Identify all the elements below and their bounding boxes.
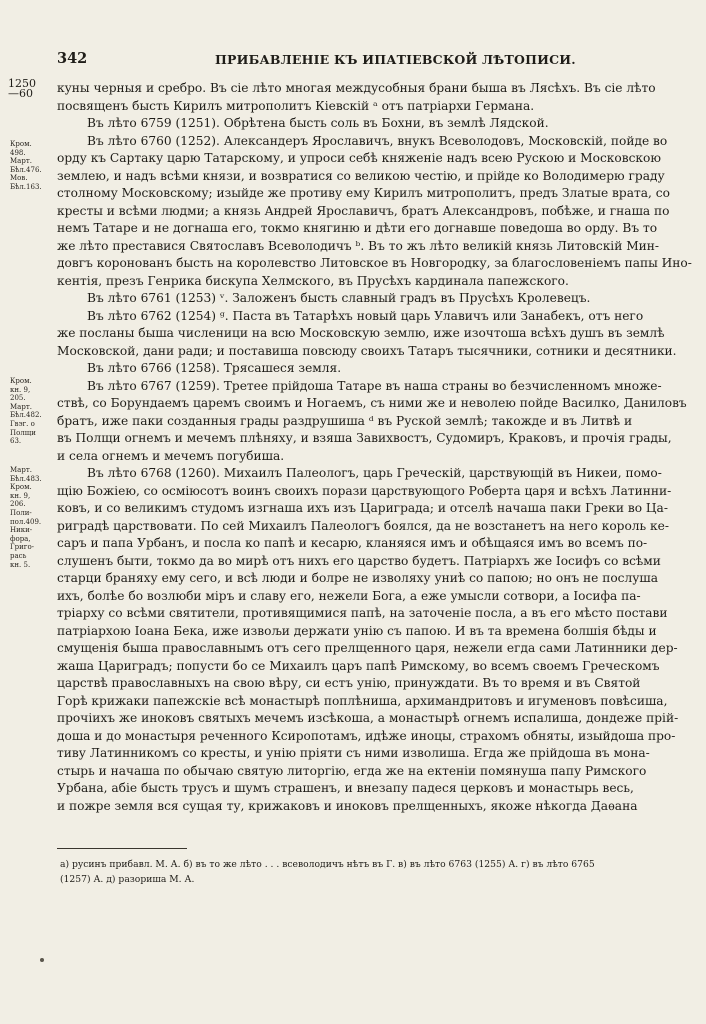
text-line: риградѣ царствовати. По сей Михаилъ Палеологъ боялся, да не возстанетъ на него король ке-: [57, 518, 670, 533]
text-line: довгъ коронованъ бысть на королевство Литовское въ Новгородку, за благословеніемъ папы Ино-: [57, 256, 692, 270]
text-line-content: куны черныя и сребро. Въ сіе лѣто многая междусобныя брани быша въ Лясѣхъ. Въ сіе лѣто: [57, 81, 656, 95]
text-line: орду къ Сартаку царю Татарскому, и упроси себѣ княженіе надъ всею Рускою и Московскою: [57, 151, 661, 165]
text-line: Въ лѣто 6759 (1251). Обрѣтена бысть соль въ Бохни, въ землѣ Лядской.: [87, 116, 549, 130]
text-line: Въ лѣто 6760 (1252). Александеръ Ярославичъ, внукъ Всеволодовъ, Московскій, пойде во: [87, 133, 668, 148]
page-number: 342: [57, 50, 88, 67]
page-header: [0, 50, 706, 74]
text-line: саръ и папа Урбанъ, и посла ко папѣ и кесарю, кланяяся имъ и обѣщаяся имъ во всемъ по-: [57, 536, 648, 550]
text-line: Въ лѣто 6762 (1254) ᵍ. Паста въ Татарѣхъ новый царь Улавичъ или Занабекъ, отъ него: [87, 308, 644, 323]
text-line: Московской, дани ради; и поставиша повсюду своихъ Татаръ тысячники, сотники и десятники.: [57, 343, 677, 358]
text-line: Въ лѣто 6761 (1253) ᵛ. Заложенъ бысть славный градъ въ Прусѣхъ Кролевецъ.: [87, 291, 591, 305]
scan-speck: [40, 958, 44, 962]
text-line: ствѣ, со Борундаемъ царемъ своимъ и Ногаемъ, съ ними же и неволею пойде Василко, Даниловъ: [57, 396, 687, 410]
text-line: смущенія быша православнымъ отъ сего прелщенного царя, нежели егда сами Латинники дер-: [57, 641, 678, 655]
text-line: Въ лѣто 6767 (1259). Третее прійдоша Татаре въ наша страны во безчисленномъ множе-: [87, 378, 662, 393]
text-line: и пожре земля вся сущая ту, крижаковъ и иноковъ прелщенныхъ, якоже нѣкогда Даѳана: [57, 798, 638, 813]
text-line: кентія, презъ Генрика бискупа Хелмского, въ Прусѣхъ кардинала папежского.: [57, 273, 569, 288]
margin-note: Кром. кн. 9, 205. Март. Бѣл.482. Гвэг. о Полщи 63.: [10, 377, 42, 446]
text-line: кресты и всѣми людми; а князь Андрей Ярославичъ, братъ Александровъ, побѣже, и гнаша по: [57, 203, 670, 218]
text-line: Урбана, абіе бысть трусъ и шумъ страшенъ, и внезапу падеся церковъ и монастырь весь,: [57, 781, 634, 795]
text-line: царствѣ православныхъ на свою вѣру, си естъ унію, принуждати. Въ то время и въ Святой: [57, 676, 641, 690]
text-line: ковъ, и со великимъ студомъ изгнаша ихъ изъ Цариграда; и отселѣ начаша паки Греки во Ца-: [57, 501, 668, 515]
text-line: Горѣ крижаки папежскіе всѣ монастырѣ поплѣниша, архимандритовъ и игуменовъ повѣсиша,: [57, 693, 668, 708]
text-line: патріархою Іоана Бека, иже извољи держати унію съ папою. И въ та времена болшія бѣды и: [57, 623, 657, 638]
margin-note: Кром. 498. Март. Бѣл.476. Мов. Бѣл.163.: [10, 140, 42, 191]
text-line: тріарху со всѣми святители, противящимися папѣ, на заточеніе посла, а въ его мѣсто постави: [57, 606, 668, 620]
text-line: немъ Татаре и не догнаша его, токмо княгиню и дѣти его догнавше поведоша во орду. Въ то: [57, 221, 658, 235]
text-line: Въ лѣто 6766 (1258). Трясашеся земля.: [87, 361, 342, 375]
text-line: же посланы быша численици на всю Московскую землю, иже изочтоша всѣхъ душъ въ землѣ: [57, 326, 665, 340]
text-line: и села огнемъ и мечемъ погубиша.: [57, 448, 285, 463]
text-line: же лѣто преставися Святославъ Всеволодичъ ᵇ. Въ то жъ лѣто великій князь Литовскій Мин-: [57, 238, 660, 253]
text-line: [8, 77, 697, 100]
year-range-end: —60: [8, 87, 33, 100]
text-line: прочіихъ же иноковъ святыхъ мечемъ изсѣкоша, а монастырѣ огнемъ испалиша, дондеже прій-: [57, 711, 679, 725]
year-range: [8, 79, 54, 99]
text-line: тиву Латинникомъ со кресты, и унію пріяти съ ними изволиша. Егда же прійдоша въ мона-: [57, 746, 650, 760]
text-line: посвященъ бысть Кирилъ митрополитъ Кіевскій ᵃ отъ патріархи Германа.: [57, 98, 535, 113]
text-line: старци браняху ему сего, и всѣ люди и болре не изволяху униѣ со папою; но онъ не послуша: [57, 571, 658, 585]
year-range-start: 1250: [8, 77, 36, 90]
text-line: стырь и начаша по обычаю святую литоргію, егда же на ектеніи помянуша папу Римского: [57, 763, 647, 778]
footnotes: а) русинъ прибавл. М. А. б) въ то же лѣто . . . всеволодичъ нѣтъ въ Г. в) въ лѣто 6763 (1255) А. г) въ лѣто 6765 (1257) А. д) разориша М. А.: [60, 859, 595, 885]
text-line: ихъ, болѣе бо возлюби міръ и славу его, нежели Бога, а еже умысли сотвори, а Іосифа па-: [57, 588, 641, 603]
margin-note: Март. Бѣл.483. Кром. кн. 9, 206. Поли- пол.409. Ники- фора, Григо- рась кн. 5.: [10, 466, 42, 569]
text-line: доша и до монастыря реченного Ксиропотамъ, идѣже иноцы, страхомъ обняты, изыйдоша про-: [57, 728, 676, 743]
text-line: землею, и надъ всѣми князи, и возвратися со великою честію, и прійде ко Володимерю граду: [57, 168, 665, 183]
text-line: слушенъ быти, токмо да во мирѣ отъ нихъ его царство будетъ. Патріархъ же Іосифъ со всѣми: [57, 553, 661, 568]
text-line: жаша Цариградъ; попусти бо се Михаилъ царъ папѣ Римскому, во всемъ своемъ Греческомъ: [57, 658, 660, 673]
text-line: въ Полщи огнемъ и мечемъ плѣняху, и взяша Завихвостъ, Судомиръ, Краковъ, и прочія грады,: [57, 431, 672, 445]
text-line: столному Московскому; изыйде же противу ему Кирилъ митрополитъ, предъ Златые врата, со: [57, 186, 670, 200]
text-line: щію Божіею, со осміюсотъ воинъ своихъ порази царствующого Роберта царя и всѣхъ Латинни-: [57, 483, 672, 498]
running-title: ПРИБАВЛЕНІЕ КЪ ИПАТІЕВСКОЙ ЛѢТОПИСИ.: [215, 52, 576, 67]
footnote-divider: [57, 848, 187, 849]
text-line: братъ, иже паки созданныя грады раздрушиша ᵈ въ Руской землѣ; такожде и въ Литвѣ и: [57, 413, 633, 428]
text-line: Въ лѣто 6768 (1260). Михаилъ Палеологъ, царь Греческій, царствующій въ Никеи, помо-: [87, 466, 662, 480]
